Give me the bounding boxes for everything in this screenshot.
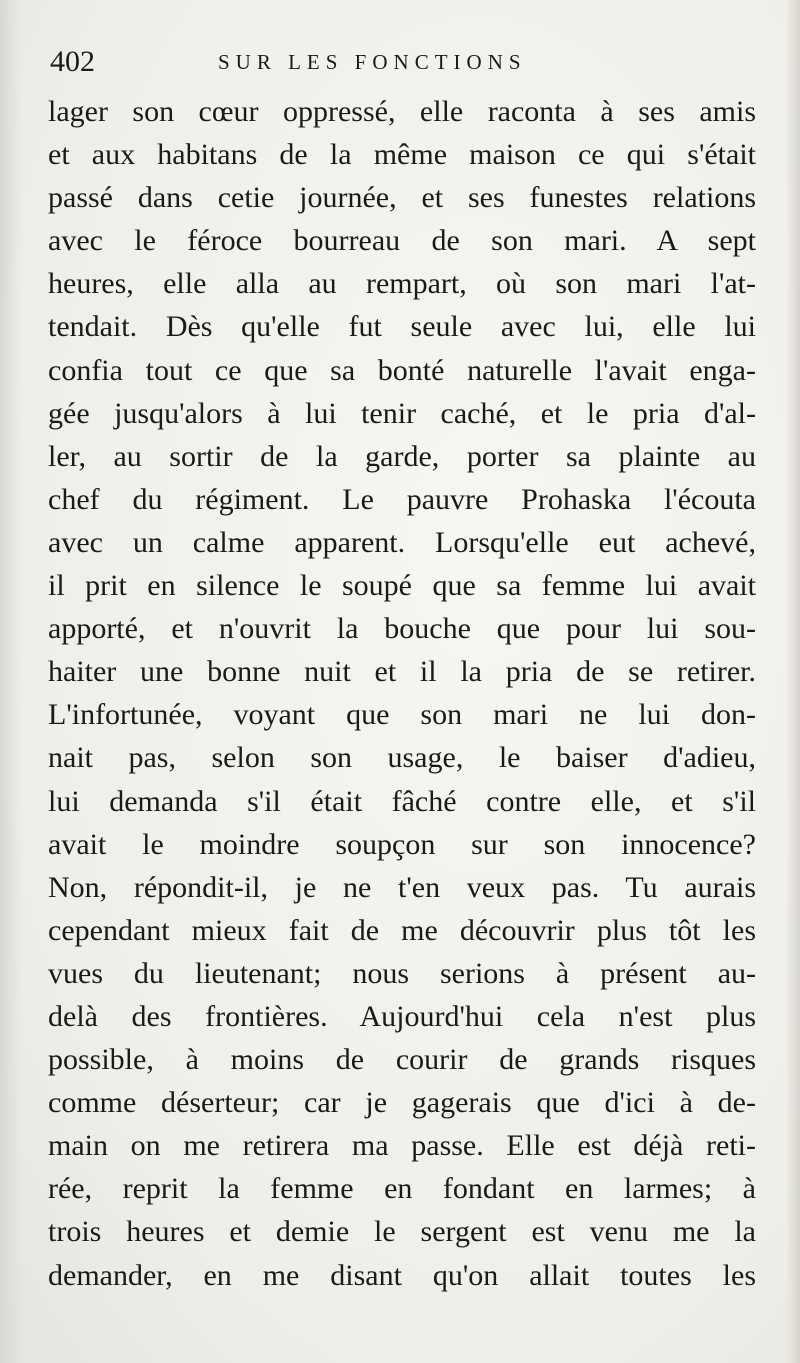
- page-edge-shadow: [786, 0, 800, 1363]
- text-line: main on me retirera ma passe. Elle est déjà reti-: [48, 1129, 756, 1163]
- text-line: avec le féroce bourreau de son mari. A sept: [48, 224, 756, 258]
- text-line: il prit en silence le soupé que sa femme lui avait: [48, 569, 756, 603]
- text-line: passé dans cetie journée, et ses funestes relations: [48, 181, 756, 215]
- text-line: nait pas, selon son usage, le baiser d'adieu,: [48, 741, 756, 775]
- page-number: 402: [50, 45, 95, 78]
- text-line: confia tout ce que sa bonté naturelle l'avait enga-: [48, 353, 756, 387]
- text-line: Non, répondit-il, je ne t'en veux pas. Tu aurais: [48, 870, 756, 904]
- text-line: tendait. Dès qu'elle fut seule avec lui, elle lui: [48, 310, 756, 344]
- text-line: gée jusqu'alors à lui tenir caché, et le pria d'al-: [48, 396, 756, 430]
- text-line: trois heures et demie le sergent est venu me la: [48, 1215, 756, 1249]
- text-line: cependant mieux fait de me découvrir plus tôt les: [48, 913, 756, 947]
- text-line: L'infortunée, voyant que son mari ne lui don-: [48, 698, 756, 732]
- text-line: apporté, et n'ouvrit la bouche que pour lui sou-: [48, 612, 756, 646]
- text-line: delà des frontières. Aujourd'hui cela n'est plus: [48, 999, 756, 1033]
- text-line: avec un calme apparent. Lorsqu'elle eut achevé,: [48, 525, 756, 559]
- text-line: chef du régiment. Le pauvre Prohaska l'écouta: [48, 482, 756, 516]
- text-line: possible, à moins de courir de grands risques: [48, 1043, 756, 1077]
- text-line: lui demanda s'il était fâché contre elle, et s'il: [48, 784, 756, 818]
- text-line: rée, reprit la femme en fondant en larmes; à: [48, 1172, 756, 1206]
- text-line: lager son cœur oppressé, elle raconta à ses amis: [48, 95, 756, 128]
- text-line: ler, au sortir de la garde, porter sa plainte au: [48, 439, 756, 473]
- text-line: haiter une bonne nuit et il la pria de se retirer.: [48, 655, 756, 689]
- text-line: avait le moindre soupçon sur son innocence?: [48, 827, 756, 861]
- text-line: comme déserteur; car je gagerais que d'ici à de-: [48, 1086, 756, 1120]
- page-gutter-shadow: [0, 0, 22, 1363]
- text-line: vues du lieutenant; nous serions à présent au-: [48, 956, 756, 990]
- page-header: [50, 42, 750, 82]
- running-head: SUR LES FONCTIONS: [218, 50, 527, 74]
- text-line: demander, en me disant qu'on allait toutes les: [48, 1258, 756, 1292]
- text-line: heures, elle alla au rempart, où son mari l'at-: [48, 267, 756, 301]
- text-line: et aux habitans de la même maison ce qui s'était: [48, 138, 756, 172]
- text-body: [48, 90, 756, 1297]
